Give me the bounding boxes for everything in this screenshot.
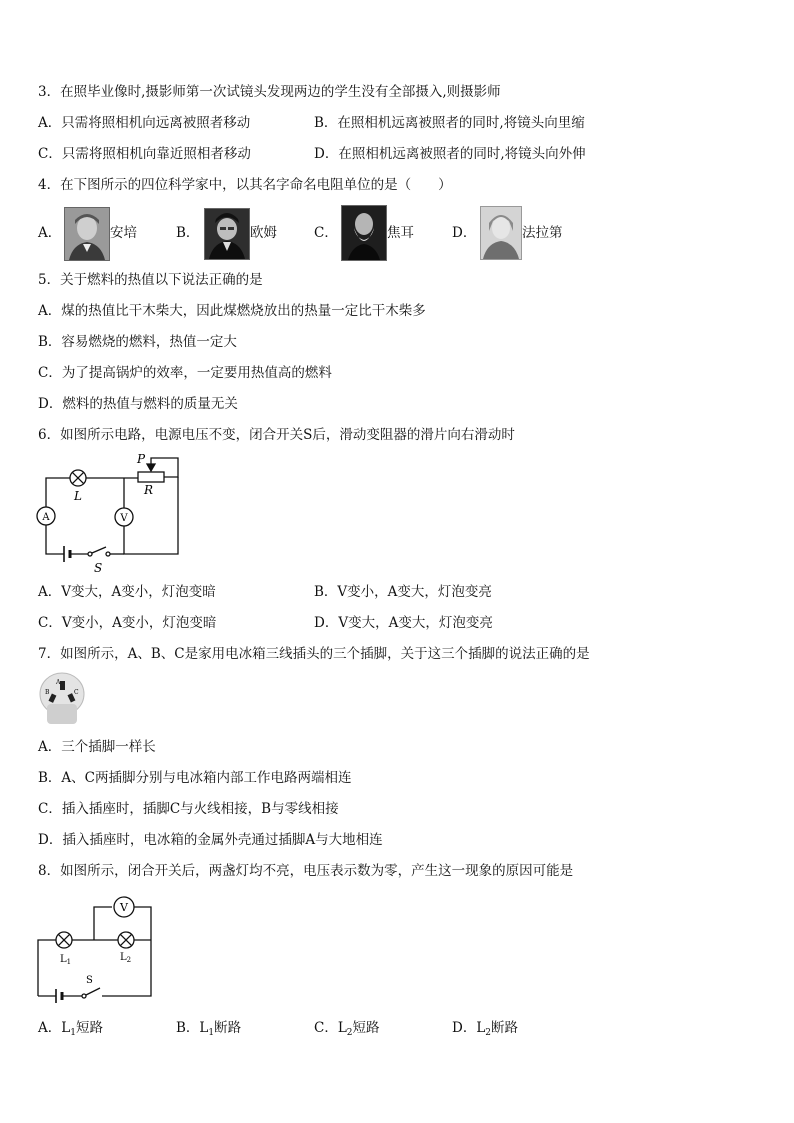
q7-option-d: D．插入插座时，电冰箱的金属外壳通过插脚A与大地相连 <box>38 832 383 848</box>
q7-option-c: C．插入插座时，插脚C与火线相接，B与零线相接 <box>38 801 339 817</box>
q6-label-v: V <box>120 513 128 524</box>
q6-option-b: B．V变小，A变大，灯泡变亮 <box>314 584 492 600</box>
q3-stem: 3．在照毕业像时,摄影师第一次试镜头发现两边的学生没有全部摄入,则摄影师 <box>38 84 501 100</box>
q7-label-b: B <box>45 689 50 696</box>
q7-option-a: A．三个插脚一样长 <box>38 739 156 755</box>
q6-switch-symbol <box>92 547 106 553</box>
q6-label-s: S <box>94 561 103 575</box>
q6-label-p: P <box>137 452 146 466</box>
q7-plug-image <box>38 670 88 728</box>
q4-option-c-letter: C． <box>314 225 338 241</box>
q7-option-b: B．A、C两插脚分别与电冰箱内部工作电路两端相连 <box>38 770 352 786</box>
q5-option-c: C．为了提高锅炉的效率，一定要用热值高的燃料 <box>38 365 332 381</box>
q4-option-d-name: 法拉第 <box>522 225 563 241</box>
q4-option-b-letter: B． <box>176 225 200 241</box>
q8-label-v: V <box>120 901 128 914</box>
q4-option-d-letter: D． <box>452 225 477 241</box>
portrait-ohm-image <box>204 208 250 260</box>
q5-stem: 5．关于燃料的热值以下说法正确的是 <box>38 272 263 288</box>
q7-label-c: C <box>74 689 79 696</box>
q8-stem: 8．如图所示，闭合开关后，两盏灯均不亮，电压表示数为零，产生这一现象的原因可能是 <box>38 863 574 879</box>
q8-label-l1: $L_1$ <box>60 954 72 966</box>
q8-option-d: D．$L_2$断路 <box>452 1020 519 1038</box>
portrait-joule-image <box>341 205 387 261</box>
q6-option-a: A．V变大，A变小，灯泡变暗 <box>38 584 216 600</box>
q6-label-a: A <box>42 512 50 523</box>
q6-rheostat-symbol <box>138 472 164 482</box>
q6-option-d: D．V变大，A变大，灯泡变亮 <box>314 615 493 631</box>
q3-option-d: D．在照相机远离被照者的同时,将镜头向外伸 <box>314 146 586 162</box>
q7-pin-a <box>60 681 65 690</box>
q8-option-a: A．$L_1$短路 <box>38 1020 103 1038</box>
q8-label-l2: $L_2$ <box>120 952 132 964</box>
q6-label-l: L <box>74 489 82 503</box>
q5-option-a: A．煤的热值比干木柴大，因此煤燃烧放出的热量一定比干木柴多 <box>38 303 426 319</box>
q8-option-b: B．$L_1$断路 <box>176 1020 242 1038</box>
q6-circuit-diagram <box>30 450 190 576</box>
q4-option-a-name: 安培 <box>110 225 137 241</box>
q8-switch-symbol <box>86 988 100 995</box>
q4-option-b-name: 欧姆 <box>250 225 277 241</box>
q7-label-a: A <box>56 679 61 686</box>
q8-option-c: C．$L_2$短路 <box>314 1020 380 1038</box>
q3-option-a: A．只需将照相机向远离被照者移动 <box>38 115 251 131</box>
q3-option-b: B．在照相机远离被照者的同时,将镜头向里缩 <box>314 115 585 131</box>
q4-option-a-letter: A． <box>38 225 62 241</box>
q5-option-b: B．容易燃烧的燃料，热值一定大 <box>38 334 237 350</box>
q3-option-c: C．只需将照相机向靠近照相者移动 <box>38 146 251 162</box>
q4-option-c-name: 焦耳 <box>387 225 414 241</box>
portrait-faraday-image <box>480 206 522 260</box>
q6-stem: 6．如图所示电路，电源电压不变，闭合开关S后，滑动变阻器的滑片向右滑动时 <box>38 427 515 443</box>
portrait-ampere-image <box>64 207 110 261</box>
q5-option-d: D．燃料的热值与燃料的质量无关 <box>38 396 238 412</box>
q7-stem: 7．如图所示，A、B、C是家用电冰箱三线插头的三个插脚，关于这三个插脚的说法正确的是 <box>38 646 590 662</box>
q4-stem: 4．在下图所示的四位科学家中，以其名字命名电阻单位的是（ ） <box>38 177 452 193</box>
q8-label-s: S <box>86 975 93 986</box>
q6-option-c: C．V变小，A变小，灯泡变暗 <box>38 615 217 631</box>
q6-label-r: R <box>144 483 154 497</box>
q8-circuit-diagram <box>30 892 160 1004</box>
